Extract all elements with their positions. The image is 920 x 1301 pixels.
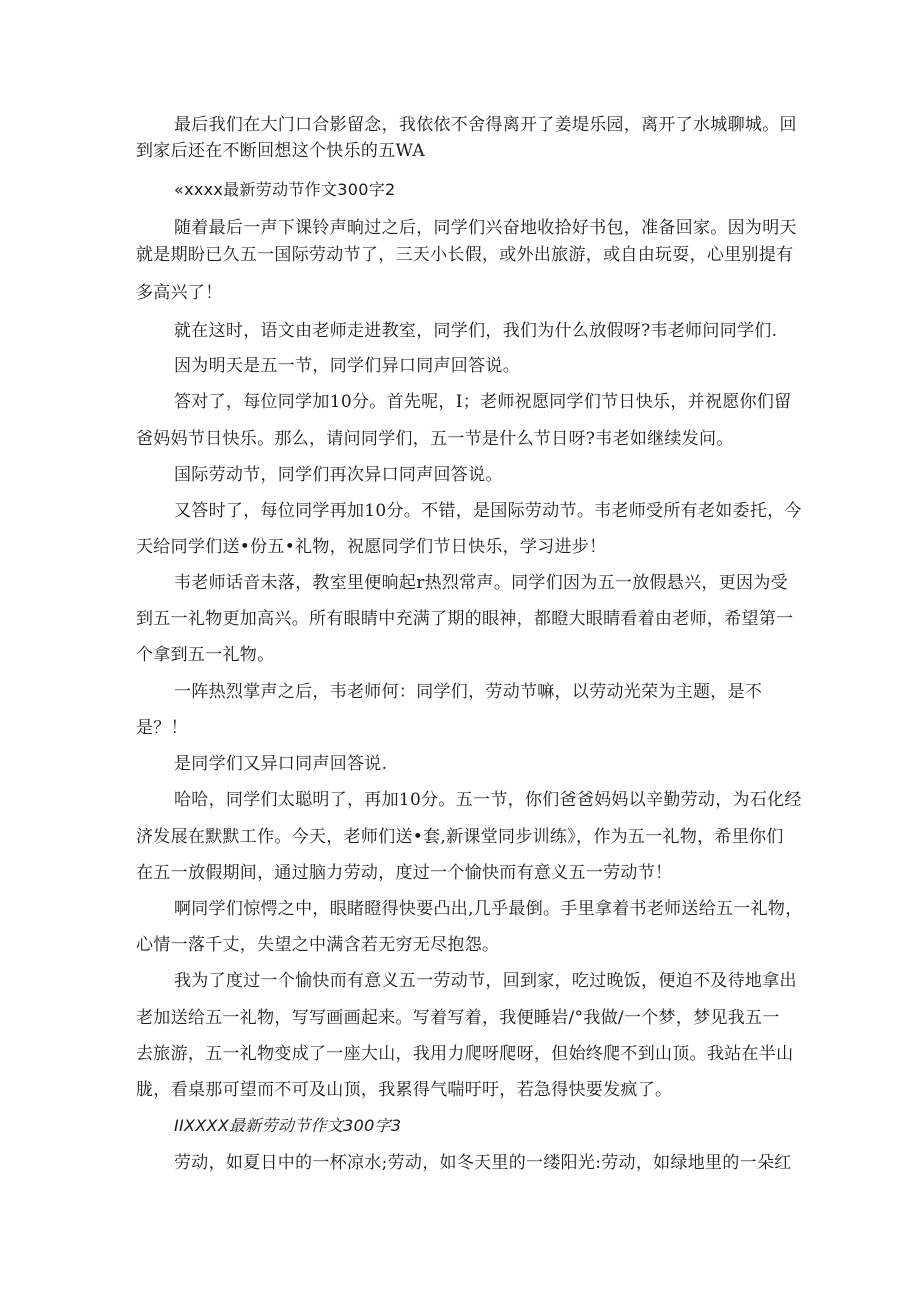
text-line: 胧，看桌那可望而不可及山顶，我累得气喘吁吁，若急得快要发疯了。 (136, 1080, 673, 1100)
text-line: 啊同学们惊愕之中，眼睹瞪得快要凸出,几乎最倒。手里拿着书老师送给五一礼物， (174, 899, 803, 919)
text-line: 哈哈，同学们太聪明了，再加10分。五一节，你们爸爸妈妈以辛勤劳动，为石化经 (174, 790, 802, 810)
text-line: 一阵热烈掌声之后，韦老师何：同学们，劳动节嘛，以劳动光荣为主题，是不 (174, 682, 763, 702)
text-line: 因为明天是五一节，同学们异口同声回答说。 (174, 356, 520, 376)
text-line: 就是期盼已久五一国际劳动节了，三天小长假，或外出旅游，或自由玩耍，心里别提有 (136, 245, 794, 265)
section-heading: IIXXXX最新劳动节作文300字3 (174, 1116, 402, 1135)
text-line: 是？！ (136, 718, 188, 738)
text-line: 劳动，如夏日中的一杯凉水;劳动，如冬天里的一缕阳光:劳动，如绿地里的一朵红 (174, 1153, 792, 1173)
text-line: 去旅游，五一礼物变成了一座大山，我用力爬呀爬呀，但始终爬不到山顶。我站在半山 (136, 1044, 794, 1064)
text-line: 是同学们又异口同声回答说. (174, 754, 388, 774)
text-line: 到家后还在不断回想这个快乐的五WA (136, 141, 426, 161)
text-line: 老加送给五一礼物，写写画画起来。写着写着，我便睡岩/°我做/一个梦，梦见我五一 (136, 1008, 780, 1028)
text-line: 心情一落千丈，失望之中满含若无穷无尽抱怨。 (136, 935, 500, 955)
section-heading: «xxxx最新劳动节作文300字2 (174, 180, 396, 199)
text-line: 个拿到五一礼物。 (136, 645, 275, 665)
text-line: 天给同学们送•份五•礼物，祝愿同学们节日快乐，学习进步！ (136, 537, 607, 557)
text-line: 随着最后一声下课铃声晌过之后，同学们兴奋地收拾好书包，准备回家。因为明天 (174, 218, 797, 238)
text-line: 韦老师话音未落，教室里便晌起r热烈常声。同学们因为五一放假悬兴，更因为受 (174, 573, 788, 593)
text-line: 在五一放假期间，通过脑力劳动，度过一个愉快而有意义五一劳动节！ (136, 863, 673, 883)
text-line: 我为了度过一个愉快而有意义五一劳动节，回到家，吃过晚饭，便迫不及待地拿出 (174, 971, 797, 991)
text-line: 济发展在默默工作。今天，老师们送•套,新课堂同步训练》，作为五一礼物，希里你们 (136, 827, 784, 847)
text-line: 爸妈妈节日快乐。那么，请问同学们，五一节是什么节日呀?韦老如继续发问。 (136, 429, 734, 449)
text-line: 又答时了，每位同学再加10分。不错，是国际劳动节。韦老师受所有老如委托，今 (174, 501, 802, 521)
text-line: 国际劳动节，同学们再次异口同声回答说。 (174, 465, 503, 485)
text-line: 多高兴了！ (136, 283, 223, 303)
text-line: 就在这时，语文由老师走进教室，同学们，我们为什么放假呀?韦老师问同学们. (174, 321, 778, 341)
text-line: 到五一礼物更加高兴。所有眼睛中充满了期的眼神，都瞪大眼睛看着由老师，希望第一 (136, 609, 794, 629)
text-line: 最后我们在大门口合影留念，我依依不舍得离开了姜堤乐园，离开了水城聊城。回 (174, 115, 797, 135)
text-line: 答对了，每位同学加10分。首先呢，I；老师祝愿同学们节日快乐，并祝愿你们留 (174, 392, 792, 412)
